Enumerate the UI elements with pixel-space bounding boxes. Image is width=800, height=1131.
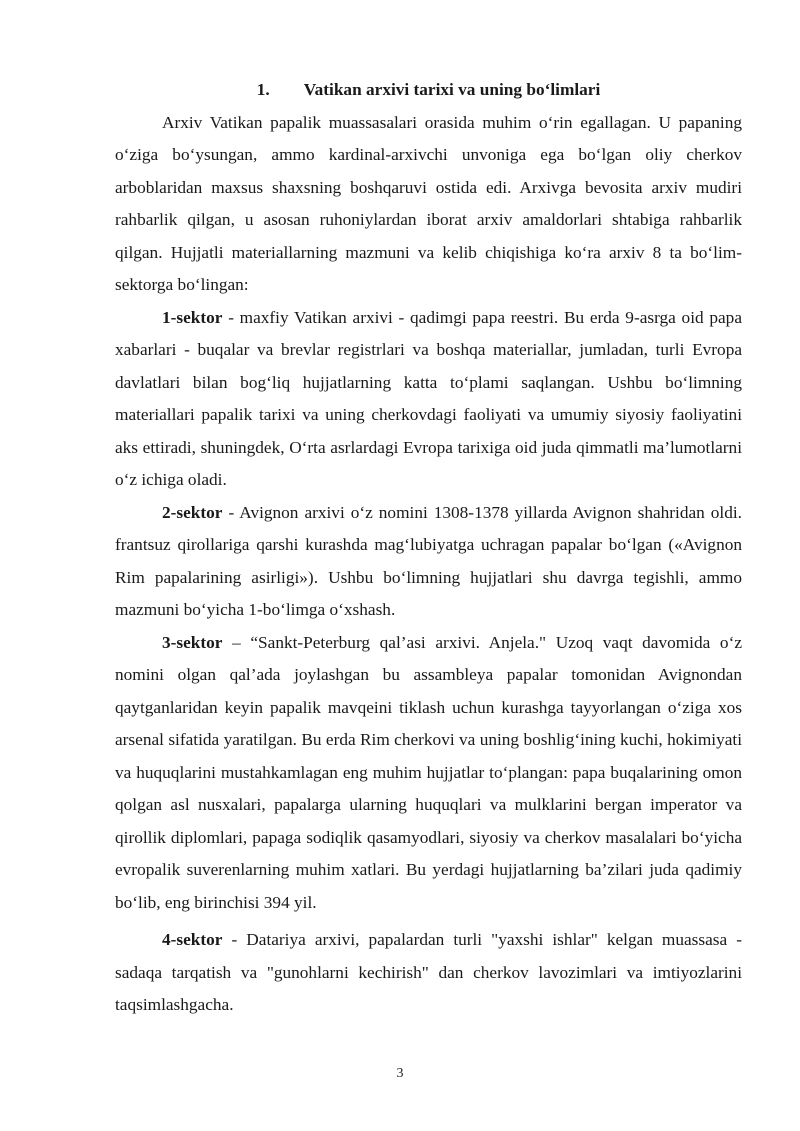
paragraph-sector-3 — [115, 627, 742, 920]
paragraph-text: Arxiv Vatikan papalik muassasalari orasida muhim o‘rin egallagan. U papaning o‘ziga bo‘ysungan, ammo kardinal-arxivchi unvoniga ega bo‘lgan oliy cherkov arboblaridan maxsus shaxsning boshqaruvi ostida edi. Arxivga bevosita arxiv mudiri rahbarlik qilgan, u asosan ruhoniylardan iborat arxiv amaldorlari shtabiga rahbarlik qilgan. Hujjatli materiallarning mazmuni va kelib chiqishiga ko‘ra arxiv 8 ta bo‘lim-sektorga bo‘lingan: — [115, 112, 742, 294]
sector-label: 4-sektor — [162, 930, 223, 949]
paragraph-text: – “Sankt-Peterburg qal’asi arxivi. Anjela." Uzoq vaqt davomida o‘z nomini olgan qal’ada joylashgan bu assambleya papalar tomonidan Avignondan qaytganlaridan keyin papalik mavqeini tiklash uchun kurashga tayyorlangan o‘ziga xos arsenal sifatida yaratilgan. Bu erda Rim cherkovi va uning boshlig‘ining kuchi, hokimiyati va huquqlarini mustahkamlagan eng muhim hujjatlar to‘plangan: papa buqalarining omon qolgan asl nusxalari, papalarga ularning huquqlari va mulklarini bergan imperator va qirollik diplomlari, papaga sodiqlik qasamyodlari, siyosiy va cherkov masalalari bo‘yicha evropalik suverenlarning muhim xatlari. Bu yerdagi hujjatlarning ba’zilari juda qadimiy bo‘lib, eng birinchisi 394 yil. — [115, 632, 742, 912]
page-number: 3 — [396, 1066, 404, 1081]
paragraph-text: - Avignon arxivi o‘z nomini 1308-1378 yillarda Avignon shahridan oldi. frantsuz qirollariga qarshi kurashda mag‘lubiyatga uchragan papalar bo‘lgan («Avignon Rim papalarining asirligi»). Ushbu bo‘limning hujjatlari shu davrga tegishli, ammo mazmuni bo‘yicha 1-bo‘limga o‘xshash. — [115, 502, 742, 619]
paragraph-intro — [115, 107, 742, 302]
paragraph-text: - Datariya arxivi, papalardan turli "yaxshi ishlar" kelgan muassasa - sadaqa tarqatish va "gunohlarni kechirish" dan cherkov lavozimlari va imtiyozlarini taqsimlashgacha. — [115, 930, 742, 1014]
section-heading — [115, 74, 742, 107]
section-number: 1. — [256, 80, 270, 99]
section-title: Vatikan arxivi tarixi va uning bo‘limlari — [303, 80, 601, 99]
paragraph-sector-2 — [115, 497, 742, 627]
paragraph-sector-4 — [115, 924, 742, 1022]
document-body — [115, 74, 742, 1022]
paragraph-sector-1 — [115, 302, 742, 497]
paragraph-text: - maxfiy Vatikan arxivi - qadimgi papa reestri. Bu erda 9-asrga oid papa xabarlari - buqalar va brevlar registrlari va boshqa materiallar, jumladan, turli Evropa davlatlari bilan bog‘liq hujjatlarning katta to‘plami saqlangan. Ushbu bo‘limning materiallari papalik tarixi va uning cherkovdagi faoliyati va umumiy siyosiy faoliyatini aks ettiradi, shuningdek, O‘rta asrlardagi Evropa tarixiga oid juda qimmatli ma’lumotlarni o‘z ichiga oladi. — [115, 307, 742, 489]
sector-label: 1-sektor — [162, 307, 223, 327]
sector-label: 2-sektor — [162, 502, 223, 522]
sector-label: 3-sektor — [162, 632, 223, 652]
